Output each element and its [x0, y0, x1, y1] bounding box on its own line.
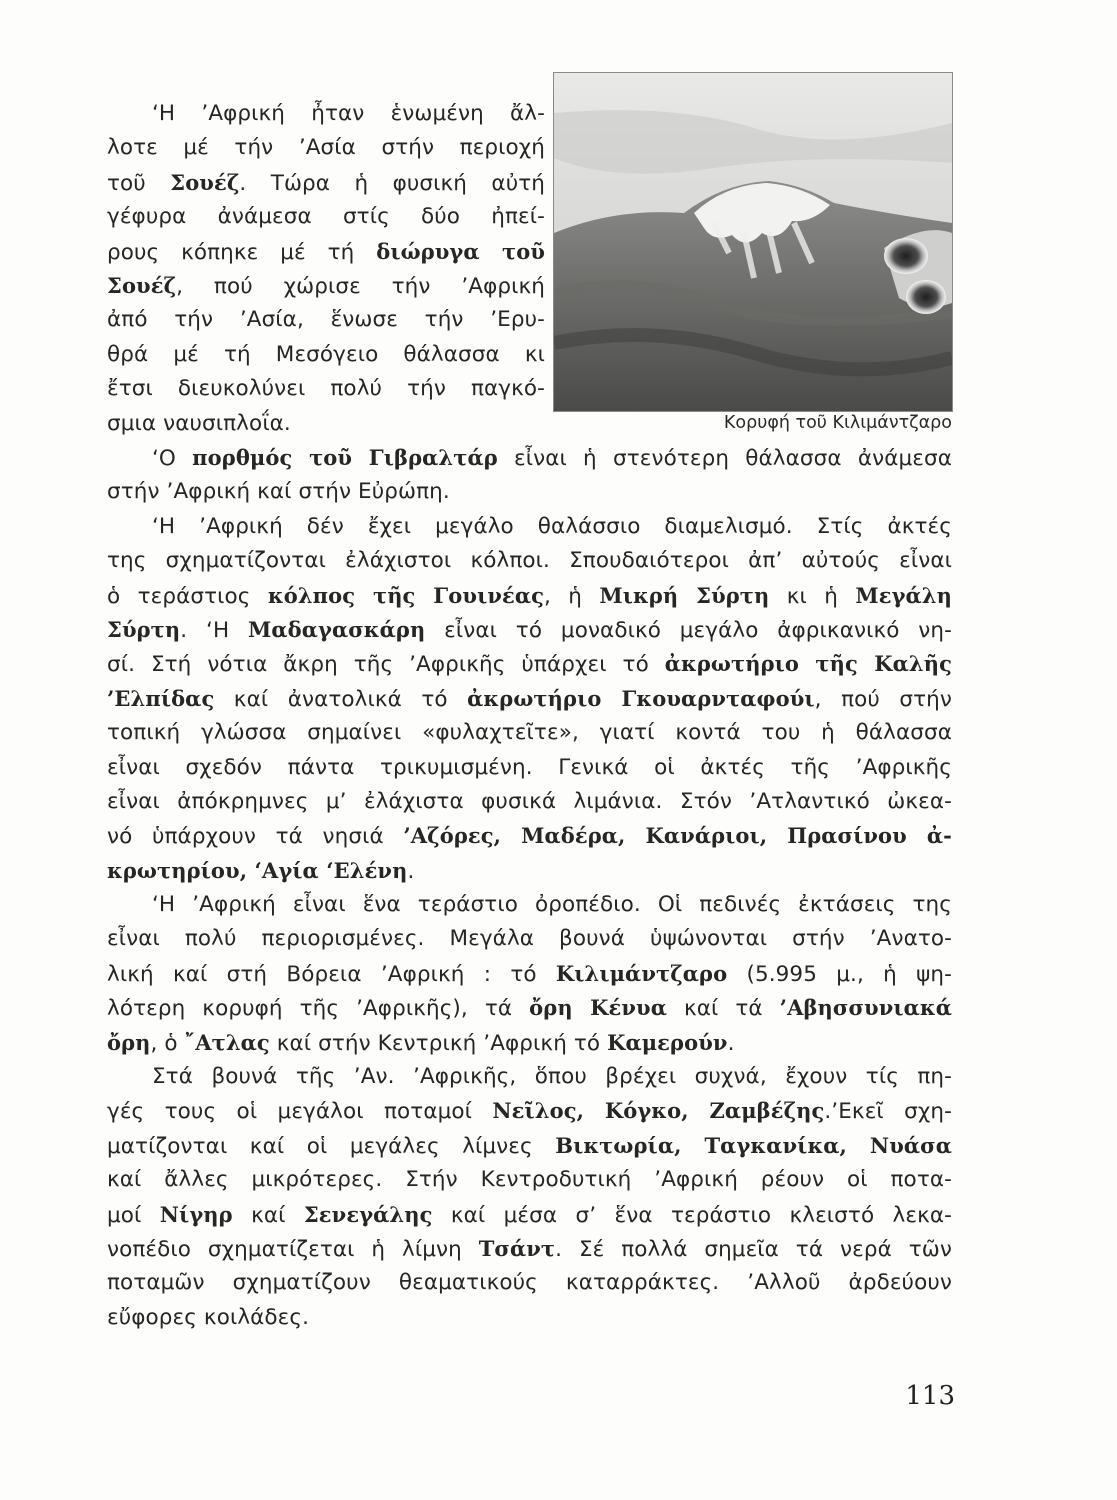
- text-segment: , πού στήν: [814, 686, 952, 712]
- text-line: [107, 1163, 952, 1197]
- text-line: [107, 1266, 952, 1300]
- text-segment: κι ἡ: [769, 583, 856, 609]
- text-segment: νοπέδιο σχηματίζεται ἡ λίμνη: [107, 1236, 479, 1262]
- text-segment: λική καί στή Βόρεια ’Αφρική : τό: [107, 961, 556, 987]
- text-segment: ὁ τεράστιος: [107, 583, 268, 609]
- bold-term: ἀκρωτήριο Γκουαρνταφούι: [467, 685, 815, 711]
- main-text: [107, 441, 952, 1335]
- text-line: [107, 166, 545, 200]
- text-segment: εὔφορες κοιλάδες.: [107, 1304, 310, 1330]
- bold-term: Μαδαγασκάρη: [248, 616, 426, 642]
- text-segment: καί τά: [666, 996, 780, 1022]
- bold-term: ’Ελπίδας: [107, 685, 215, 711]
- text-line: [107, 338, 545, 372]
- text-segment: ἔτσι διευκολύνει πολύ τήν παγκό-: [107, 376, 545, 402]
- text-line: [107, 854, 952, 888]
- text-line: [107, 613, 952, 647]
- kilimanjaro-photo: [553, 72, 953, 412]
- text-line: [107, 922, 952, 956]
- text-line: [107, 407, 545, 441]
- text-line: [107, 1094, 952, 1128]
- text-line: [107, 475, 952, 509]
- text-segment: .: [727, 1030, 735, 1056]
- text-line: [107, 235, 545, 269]
- bold-term: διώρυγα τοῦ: [376, 238, 545, 264]
- photo-caption: Κορυφή τοῦ Κιλιμάντζαρο: [723, 413, 952, 433]
- text-segment: καί στήν Κεντρική ’Αφρική τό: [269, 1030, 608, 1056]
- text-segment: γέφυρα ἀνάμεσα στίς δύο ἠπεί-: [107, 204, 545, 230]
- bold-term: κρωτηρίου, ‘Αγία ‘Ελένη: [107, 857, 408, 883]
- text-line: [107, 785, 952, 819]
- text-line: [107, 544, 952, 578]
- text-segment: εἶναι πολύ περιορισμένες. Μεγάλα βουνά ὑψώνονται στήν ’Ανατο-: [107, 926, 952, 952]
- text-segment: ‘Η ’Αφρική εἶναι ἕνα τεράστιο ὀροπέδιο. Οἱ πεδινές ἐκτάσεις της: [152, 892, 952, 918]
- text-segment: ‘Ο: [152, 446, 193, 471]
- text-segment: σμια ναυσιπλοΐα.: [107, 410, 291, 436]
- text-segment: Στά βουνά τῆς ’Αν. ’Αφρικῆς, ὅπου βρέχει συχνά, ἔχουν τίς πη-: [152, 1064, 952, 1090]
- text-segment: σί. Στή νότια ἄκρη τῆς ’Αφρικῆς ὑπάρχει τό: [107, 652, 665, 678]
- opening-paragraph: [107, 97, 545, 441]
- text-segment: εἶναι τό μοναδικό μεγάλο ἀφρικανικό νη-: [425, 617, 952, 643]
- text-line: [107, 441, 952, 475]
- text-segment: , πού χώρισε τήν ’Αφρική: [176, 273, 545, 299]
- text-line: [107, 751, 952, 785]
- text-segment: .’Εκεῖ σχη-: [824, 1099, 952, 1125]
- bold-term: Σενεγάλης: [303, 1201, 433, 1227]
- text-line: [107, 647, 952, 681]
- text-segment: , ἡ: [544, 583, 600, 609]
- text-segment: θρά μέ τή Μεσόγειο θάλασσα κι: [107, 341, 545, 367]
- text-line: [107, 372, 545, 406]
- text-segment: τοῦ: [107, 170, 171, 196]
- text-line: [107, 303, 545, 337]
- bold-term: Νεῖλος, Κόγκο, Ζαμβέζης: [492, 1098, 825, 1124]
- text-line: [107, 1232, 952, 1266]
- bold-term: Σύρτη: [107, 616, 181, 642]
- bold-term: ῎Ατλας: [184, 1029, 270, 1055]
- text-segment: λότερη κορυφή τῆς ’Αφρικῆς), τά: [107, 996, 530, 1022]
- text-segment: εἶναι ἡ στενότερη θάλασσα ἀνάμεσα: [497, 446, 952, 471]
- bold-term: ὄρη: [107, 1029, 151, 1055]
- bold-term: κόλπος τῆς Γουινέας: [267, 582, 545, 608]
- text-line: [107, 269, 545, 303]
- text-segment: της σχηματίζονται ἐλάχιστοι κόλποι. Σπουδαιότεροι ἀπ’ αὐτούς εἶναι: [107, 548, 952, 574]
- text-segment: λοτε μέ τήν ’Ασία στήν περιοχή: [107, 135, 545, 161]
- text-line: [107, 97, 545, 131]
- text-segment: ματίζονται καί οἱ μεγάλες λίμνες: [107, 1133, 556, 1159]
- bold-term: Νίγηρ: [159, 1201, 233, 1227]
- text-line: [107, 716, 952, 750]
- bold-term: Σουέζ: [170, 169, 240, 195]
- text-segment: , ὁ: [150, 1030, 185, 1056]
- text-segment: γές τους οἱ μεγάλοι ποταμοί: [107, 1099, 493, 1125]
- bold-term: ’Αβησσυνιακά: [779, 995, 953, 1021]
- text-segment: νό ὑπάρχουν τά νησιά: [107, 824, 404, 850]
- text-line: [107, 1060, 952, 1094]
- text-segment: ‘Η ’Αφρική δέν ἔχει μεγάλο θαλάσσιο διαμελισμό. Στίς ἀκτές: [152, 513, 952, 539]
- text-line: [107, 200, 545, 234]
- text-line: [107, 1301, 952, 1335]
- text-line: [107, 1026, 952, 1060]
- text-line: [107, 819, 952, 853]
- text-line: [107, 957, 952, 991]
- text-line: [107, 579, 952, 613]
- bold-term: Τσάντ: [478, 1235, 556, 1261]
- bold-term: ὄρη Κένυα: [529, 995, 667, 1021]
- bold-term: ’Αζόρες, Μαδέρα, Κανάριοι, Πρασίνου ἀ-: [403, 823, 953, 849]
- bold-term: Κιλιμάντζαρο: [555, 960, 728, 986]
- bold-term: Καμερούν: [607, 1029, 728, 1055]
- text-segment: μοί: [107, 1202, 160, 1228]
- text-line: [107, 131, 545, 165]
- bold-term: Μεγάλη: [855, 582, 952, 608]
- text-segment: εἶναι ἀπόκρημνες μ’ ἐλάχιστα φυσικά λιμάνια. Στόν ’Ατλαντικό ὠκεα-: [107, 788, 952, 814]
- bold-term: Σουέζ: [107, 272, 177, 298]
- text-segment: . ‘Η: [180, 617, 249, 643]
- bold-term: Μικρή Σύρτη: [599, 582, 770, 608]
- kilimanjaro-photo-image: [554, 73, 952, 411]
- text-segment: καί μέσα σ’ ἕνα τεράστιο κλειστό λεκα-: [432, 1202, 952, 1228]
- bold-term: Βικτωρία, Ταγκανίκα, Νυάσα: [555, 1132, 952, 1158]
- text-line: [107, 991, 952, 1025]
- text-line: [107, 682, 952, 716]
- text-segment: . Τώρα ἡ φυσική αὐτή: [239, 170, 546, 196]
- text-segment: καί ἄλλες μικρότερες. Στήν Κεντροδυτική ’Αφρική ρέουν οἱ ποτα-: [107, 1167, 952, 1193]
- text-line: [107, 510, 952, 544]
- text-segment: ποταμῶν σχηματίζουν θεαματικούς καταρράκτες. ’Αλλοῦ ἀρδεύουν: [107, 1270, 952, 1296]
- bold-term: πορθμός τοῦ Γιβραλτάρ: [192, 445, 498, 470]
- text-segment: τοπική γλώσσα σημαίνει «φυλαχτεῖτε», γιατί κοντά του ἡ θάλασσα: [107, 720, 952, 746]
- page-number: 113: [905, 1381, 955, 1411]
- text-segment: . Σέ πολλά σημεῖα τά νερά τῶν: [555, 1236, 952, 1262]
- text-segment: (5.995 μ., ἡ ψη-: [727, 961, 952, 987]
- text-segment: καί: [232, 1202, 304, 1228]
- bold-term: ἀκρωτήριο τῆς Καλῆς: [664, 651, 952, 677]
- text-line: [107, 1198, 952, 1232]
- text-segment: εἶναι σχεδόν πάντα τρικυμισμένη. Γενικά οἱ ἀκτές τῆς ’Αφρικῆς: [107, 754, 952, 780]
- text-segment: .: [407, 858, 415, 884]
- text-line: [107, 888, 952, 922]
- text-segment: καί ἀνατολικά τό: [214, 686, 468, 712]
- text-segment: στήν ’Αφρική καί στήν Εὐρώπη.: [107, 479, 450, 505]
- text-segment: ἀπό τήν ’Ασία, ἕνωσε τήν ’Ερυ-: [107, 307, 545, 333]
- text-segment: ‘Η ’Αφρική ἦταν ἑνωμένη ἄλ-: [152, 101, 545, 126]
- text-segment: ρους κόπηκε μέ τή: [107, 239, 377, 265]
- text-line: [107, 1129, 952, 1163]
